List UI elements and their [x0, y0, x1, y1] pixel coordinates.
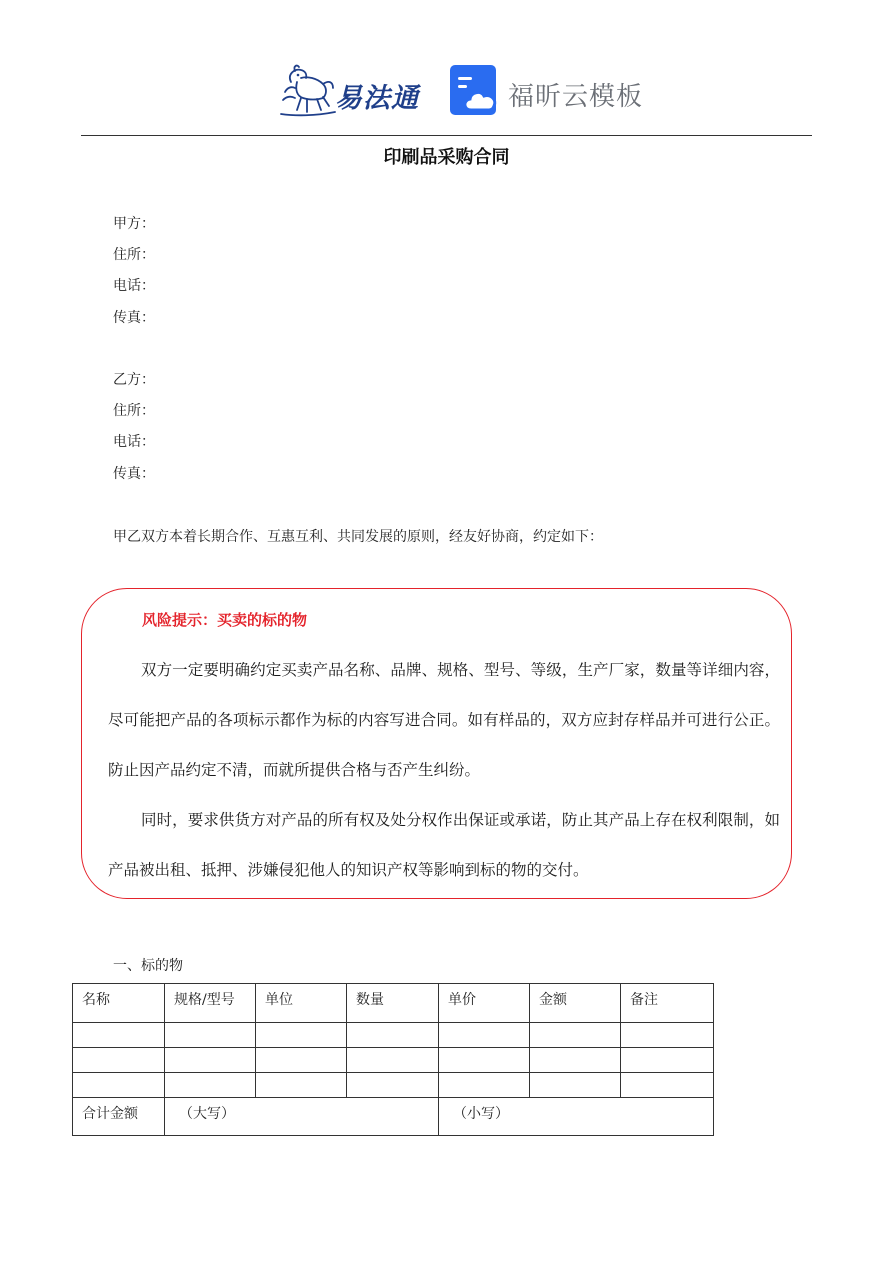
table-cell	[256, 1048, 347, 1073]
table-cell	[256, 1023, 347, 1048]
table-header-cell: 备注	[621, 984, 714, 1023]
risk-notice-paragraph-2: 同时，要求供货方对产品的所有权及处分权作出保证或承诺，防止其产品上存在权利限制，如产品被出租、抵押、涉嫌侵犯他人的知识产权等影响到标的物的交付。	[108, 811, 780, 879]
risk-notice-title: 风险提示：买卖的标的物	[142, 611, 308, 629]
fuxin-logo	[449, 64, 649, 118]
party-b-fax-label: 传真：	[113, 466, 155, 482]
table-row	[73, 1048, 714, 1073]
risk-notice-box	[81, 588, 792, 899]
total-lowercase-cell: （小写）	[439, 1098, 714, 1136]
table-cell	[439, 1023, 530, 1048]
table-row	[73, 1023, 714, 1048]
table-cell	[530, 1023, 621, 1048]
yifatong-logo	[277, 62, 427, 118]
table-cell	[73, 1048, 165, 1073]
cloud-template-icon	[449, 64, 501, 118]
table-cell	[347, 1048, 439, 1073]
intro-paragraph: 甲乙双方本着长期合作、互惠互利、共同发展的原则，经友好协商，约定如下：	[113, 529, 603, 545]
table-header-cell: 单位	[256, 984, 347, 1023]
party-a-name-label: 甲方：	[113, 216, 155, 232]
table-cell	[439, 1073, 530, 1098]
table-header-cell: 单价	[439, 984, 530, 1023]
table-cell	[530, 1073, 621, 1098]
table-header-row	[73, 984, 714, 1023]
document-title: 印刷品采购合同	[383, 147, 510, 168]
table-header-cell: 金额	[530, 984, 621, 1023]
horse-logo-icon	[277, 62, 337, 118]
table-cell	[621, 1023, 714, 1048]
fuxin-logo-text: 福昕云模板	[508, 82, 644, 112]
table-cell	[530, 1048, 621, 1073]
risk-notice-paragraph-1: 双方一定要明确约定买卖产品名称、品牌、规格、型号、等级，生产厂家，数量等详细内容，尽可能把产品的各项标示都作为标的内容写进合同。如有样品的，双方应封存样品并可进行公正。防止因产品约定不清，而就所提供合格与否产生纠纷。	[108, 661, 780, 779]
subject-matter-table	[72, 983, 714, 1136]
party-a-fax-label: 传真：	[113, 310, 155, 326]
table-cell	[347, 1073, 439, 1098]
yifatong-logo-text: 易法通	[335, 83, 419, 114]
table-total-row	[73, 1098, 714, 1136]
party-b-address-label: 住所：	[113, 403, 155, 419]
table-cell	[73, 1073, 165, 1098]
table-row	[73, 1073, 714, 1098]
party-a-address-label: 住所：	[113, 247, 155, 263]
table-cell	[621, 1048, 714, 1073]
table-header-cell: 数量	[347, 984, 439, 1023]
table-header-cell: 规格/型号	[165, 984, 256, 1023]
table-cell	[621, 1073, 714, 1098]
header-divider	[81, 135, 812, 136]
party-a-phone-label: 电话：	[113, 278, 155, 294]
section-heading-subject-matter: 一、标的物	[113, 958, 183, 974]
table-cell	[73, 1023, 165, 1048]
table-cell	[165, 1023, 256, 1048]
party-b-phone-label: 电话：	[113, 434, 155, 450]
total-uppercase-cell: （大写）	[165, 1098, 439, 1136]
table-header-cell: 名称	[73, 984, 165, 1023]
page-header	[0, 58, 893, 124]
table-cell	[165, 1048, 256, 1073]
total-amount-label: 合计金额	[73, 1098, 165, 1136]
table-cell	[439, 1048, 530, 1073]
table-cell	[256, 1073, 347, 1098]
table-cell	[165, 1073, 256, 1098]
table-cell	[347, 1023, 439, 1048]
party-b-name-label: 乙方：	[113, 372, 155, 388]
